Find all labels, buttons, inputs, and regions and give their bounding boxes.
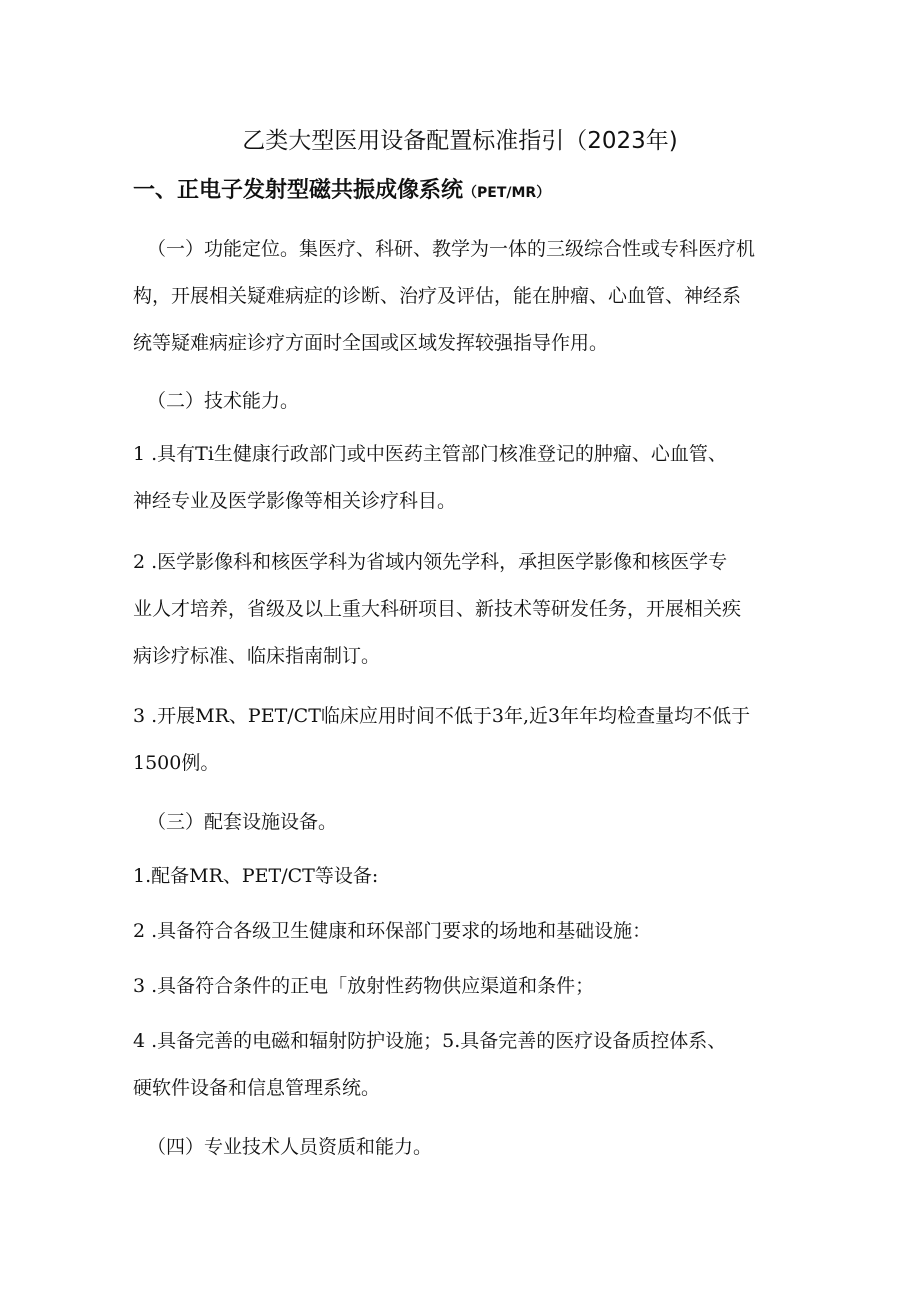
- paragraph-line: （四）专业技术人员资质和能力。: [147, 1136, 433, 1158]
- paragraph-line: 统等疑难病症诊疗方面时全国或区域发挥较强指导作用。: [133, 332, 609, 354]
- paragraph-line: 硬软件设备和信息管理系统。: [133, 1077, 381, 1099]
- paragraph-personnel-heading: [133, 1124, 793, 1171]
- paragraph-item-3: [133, 693, 793, 787]
- paragraph-facility-2: [133, 908, 793, 955]
- paragraph-line: （一）功能定位。集医疗、科研、教学为一体的三级综合性或专科医疗机: [147, 238, 756, 260]
- section-heading: [133, 174, 550, 210]
- paragraph-line: （二）技术能力。: [147, 390, 300, 412]
- paragraph-line: 1500例。: [133, 752, 220, 774]
- section-heading-main: 一、正电子发射型磁共振成像系统: [133, 178, 464, 203]
- paragraph-facility-3: [133, 963, 793, 1010]
- paragraph-line: 业人才培养，省级及以上重大科研项目、新技术等研发任务，开展相关疾: [133, 598, 742, 620]
- paragraph-line: 构，开展相关疑难病症的诊断、治疗及评估，能在肿瘤、心血管、神经系: [133, 285, 742, 307]
- paragraph-line: 1 .具有Ti生健康行政部门或中医药主管部门核准登记的肿瘤、心血管、: [133, 443, 727, 465]
- paragraph-line: 3 .开展MR、PET/CT临床应用时间不低于3年,近3年年均检查量均不低于: [133, 705, 751, 727]
- paragraph-function-positioning: [133, 226, 793, 367]
- paragraph-technical-capability-heading: [133, 378, 793, 425]
- paragraph-line: 1.配备MR、PET/CT等设备:: [133, 865, 379, 887]
- paragraph-line: 2 .医学影像科和核医学科为省域内领先学科，承担医学影像和核医学专: [133, 551, 728, 573]
- paragraph-line: 神经专业及医学影像等相关诊疗科目。: [133, 490, 457, 512]
- paragraph-facility-1: [133, 853, 793, 900]
- paragraph-item-1: [133, 431, 793, 525]
- paragraph-facilities-heading: [133, 799, 793, 846]
- document-title: 乙类大型医用设备配置标准指引（2023年): [242, 128, 678, 154]
- paragraph-line: 4 .具备完善的电磁和辐射防护设施；5.具备完善的医疗设备质控体系、: [133, 1030, 727, 1052]
- paragraph-line: （三）配套设施设备。: [147, 811, 338, 833]
- paragraph-line: 2 .具备符合各级卫生健康和环保部门要求的场地和基础设施：: [133, 920, 652, 942]
- paragraph-line: 病诊疗标准、临床指南制订。: [133, 645, 381, 667]
- paragraph-item-2: [133, 539, 793, 680]
- section-heading-abbrev: （PET/MR）: [463, 185, 551, 201]
- paragraph-facility-4-5: [133, 1018, 793, 1112]
- paragraph-line: 3 .具备符合条件的正电「放射性药物供应渠道和条件；: [133, 975, 595, 997]
